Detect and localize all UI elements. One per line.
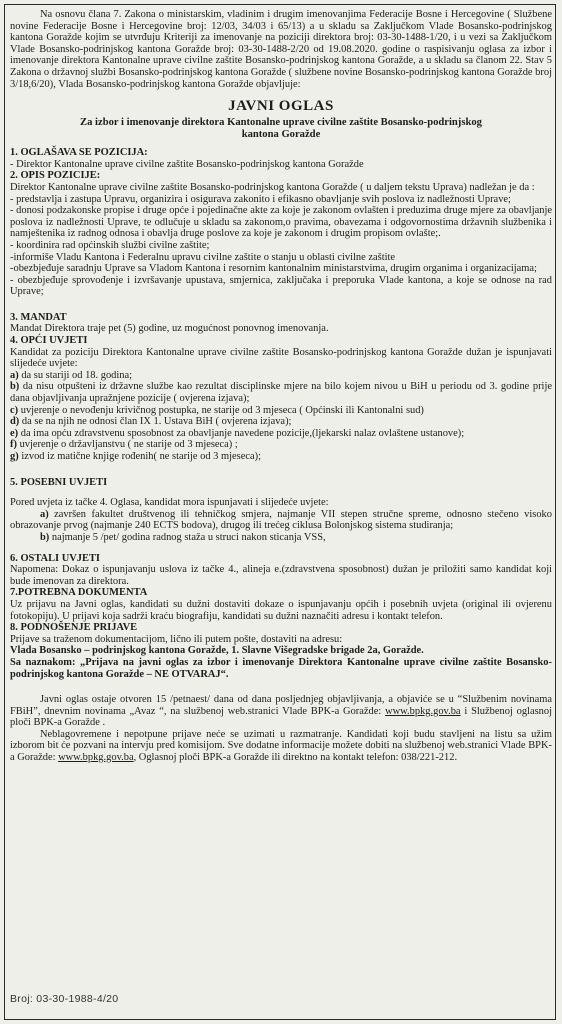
envelope-label: Sa naznakom: „Prijava na javni oglas za izbor i imenovanje Direktora Kantonalne uprave civilne zaštite Bosansko-podrinjskog kantona Goražde – NE OTVARAJ“.: [10, 656, 552, 680]
section-4-heading: 4. OPĆI UVJETI: [10, 335, 88, 347]
section-4-para: Kandidat za poziciju Direktora Kantonalne uprave civilne zaštite Bosansko-podrinjskog kantona Goražde dužan je ispunjavati slijedeće uvjete:: [10, 346, 552, 370]
section-2-para: Direktor Kantonalne uprave civilne zaštite Bosansko-podrinjskog kantona Goražde ( u daljem tekstu Uprava) nadležan je da :: [10, 181, 535, 193]
intro-section: [10, 9, 552, 90]
section-8-heading: 8. PODNOŠENJE PRIJAVE: [10, 622, 138, 634]
section-6-text: Napomena: Dokaz o ispunjavanju uslova iz tačke 4., alineja e.(zdravstvena sposobnost) dužan je priložiti samo kandidat koji bude imenovan za direktora.: [10, 564, 552, 587]
section-2-para: - koordinira rad općinskih službi civilne zaštite;: [10, 239, 210, 251]
section-2-para: - donosi podzakonske propise i druge opće i pojedinačne akte za koje je zakonom ovlašten i preduzima druge mjere za obavljanje poslova iz nadležnosti Uprave, te odlučuje u skladu sa zakonom,o pravima, obavezama i odgovornostima državnih službenika i namještenika iz radnog odnosa i obavlja druge poslove za koje je zakonom i drugim propisom ovlašte;.: [10, 205, 552, 240]
section-2-para: -informiše Vladu Kantona i Federalnu upravu civilne zaštite o stanju u oblasti civilne zaštite: [10, 251, 396, 263]
section-5-heading: 5. POSEBNI UVJETI: [10, 476, 108, 488]
notice-body: [10, 9, 552, 764]
condition-f: f) uvjerenje o državljanstvu ( ne starije od 3 mjeseca) ;: [10, 439, 238, 451]
condition-d: d) da se na njih ne odnosi član IX 1. Ustava BiH ( ovjerena izjava);: [10, 416, 292, 428]
section-3-heading: 3. MANDAT: [10, 311, 67, 323]
section-6-heading: 6. OSTALI UVJETI: [10, 552, 100, 564]
section-2-heading: 2. OPIS POZICIJE:: [10, 170, 101, 182]
condition-e: e) da ima opću zdravstvenu sposobnost za obavljanje navedene pozicije,(ljekarski nalaz ovlaštene ustanove);: [10, 427, 465, 439]
special-condition-a: a) završen fakultet društvenog ili tehničkog smjera, najmanje VII stepen stručne spreme, odnosno stečeno visoko obrazovanje prvog (najmanje 240 ECTS bodova), drugog ili trećeg ciklusa Bolonjskog sistema studiranja;: [10, 508, 552, 532]
condition-g: g) izvod iz matične knjige rođenih( ne starije od 3 mjeseca);: [10, 451, 261, 462]
section-2-para: - obezbjeđuje sprovođenje i izvršavanje upustava, smjernica, zaključaka i preporuka Vlade kantona, a koje se odnose na rad Uprave;: [10, 274, 552, 298]
reference-number: Broj: 03-30-1988-4/20: [10, 993, 119, 1005]
section-2-para: - predstavlja i zastupa Upravu, organizira i osigurava zakonito i efikasno obavljanje svih poslova iz nadležnosti Uprave;: [10, 193, 511, 205]
section-1-heading: 1. OGLAŠAVA SE POZICIJA:: [10, 147, 148, 159]
submission-address: Vlada Bosansko – podrinjskog kantona Goražde, 1. Slavne Višegradske brigade 2a, Goražde.: [10, 645, 424, 657]
website-link[interactable]: www.bpkg.gov.ba: [58, 752, 134, 764]
section-7-text: Uz prijavu na Javni oglas, kandidati su dužni dostaviti dokaze o ispunjavanju općih i posebnih uvjeta (original ili ovjerenu fotokopiju). U prijavi koja sadrži kraću biografiju, kandidati su dužni naznačiti adresu i kontakt telefon.: [10, 598, 552, 622]
condition-b: b) da nisu otpušteni iz državne službe kao rezultat disciplinske mjere na bilo kojem nivou u BiH u periodu od 3. godine prije dana objavljivanja upražnjene pozicije ( ovjerena izjava);: [10, 381, 552, 405]
closing-paragraph-1: Javni oglas ostaje otvoren 15 /petnaest/ dana od dana posljednjeg objavljivanja, a objaviće se u “Službenim novinama FBiH”, dnevnim novinama „Avaz “, na službenoj web.stranici Vlade BPK-a Goražde: www.bpkg.gov.ba i Službenoj oglasnoj ploči BPK-a Goražde .: [10, 694, 552, 729]
section-8-para: Prijave sa traženom dokumentacijom, lično ili putem pošte, dostaviti na adresu:: [10, 633, 343, 645]
intro-paragraph: Na osnovu člana 7. Zakona o ministarskim, vladinim i drugim imenovanjima Federacije Bosne i Hercegovine ( Službene novine Federacije Bosne i Hercegovine broj: 12/03, 34/03 i 65/13) a u skladu sa Zaključkom Vlade Bosansko-podrinjskog kantona Goražde kojim se utvrđuju Kriteriji za imenovanje na poziciji direktora broj: 03-30-1488-1/20, i u vezi sa Zaključkom Vlade Bosansko-podrinjskog kantona Goražde broj: 03-30-1488-2/20 od 19.08.2020. godine o raspisivanju oglasa za izbor i imenovanje direktora Kantonalne uprave civilne zaštite Bosansko-podrinjskog kantona Goražde, a u skladu sa članom 22. Stav 5 Zakona o državnoj službi Bosansko-podrinjskog kantona Goražde ( službene novine Bosansko-podrinjskog kantona Goražde broj 3/18,6/20), Vlada Bosansko-podrinjskog kantona Goražde objavljuje:: [10, 9, 552, 90]
section-7-heading: 7.POTREBNA DOKUMENTA: [10, 587, 148, 599]
section-5-para: Pored uvjeta iz tačke 4. Oglasa, kandidat mora ispunjavati i slijedeće uvjete:: [10, 497, 329, 509]
section-3-text: Mandat Direktora traje pet (5) godine, uz mogućnost ponovnog imenovanja.: [10, 323, 329, 335]
section-1-text: - Direktor Kantonalne uprave civilne zaštite Bosansko-podrinjskog kantona Goražde: [10, 158, 364, 170]
condition-a: a) da su stariji od 18. godina;: [10, 369, 133, 381]
closing-paragraph-2: Neblagovremene i nepotpune prijave neće se uzimati u razmatranje. Kandidati koji budu stavljeni na listu sa užim izborom bit će pozvani na intervju pred komisijom. Sve dodatne informacije možete dobiti na službenoj web.stranici Vlade BPK-a Goražde: www.bpkg.gov.ba, Oglasnoj ploči BPK-a Goražde ili direktno na kontakt telefon: 038/221-212.: [10, 728, 552, 764]
website-link[interactable]: www.bpkg.gov.ba: [385, 705, 461, 717]
notice-subtitle: Za izbor i imenovanje direktora Kantonalne uprave civilne zaštite Bosansko-podrinjskog kantona Goražde: [80, 117, 482, 141]
section-2-para: -obezbjeđuje saradnju Uprave sa Vladom Kantona i resornim kantonalnim ministarstvima, drugim organima i organizacijama;: [10, 263, 537, 275]
special-condition-b: b) najmanje 5 /pet/ godina radnog staža u struci nakon sticanja VSS,: [40, 531, 326, 543]
notice-title: JAVNI OGLAS: [228, 98, 334, 115]
condition-c: c) uvjerenje o nevođenju krivičnog postupka, ne starije od 3 mjeseca ( Općinski ili Kantonalni sud): [10, 404, 424, 416]
